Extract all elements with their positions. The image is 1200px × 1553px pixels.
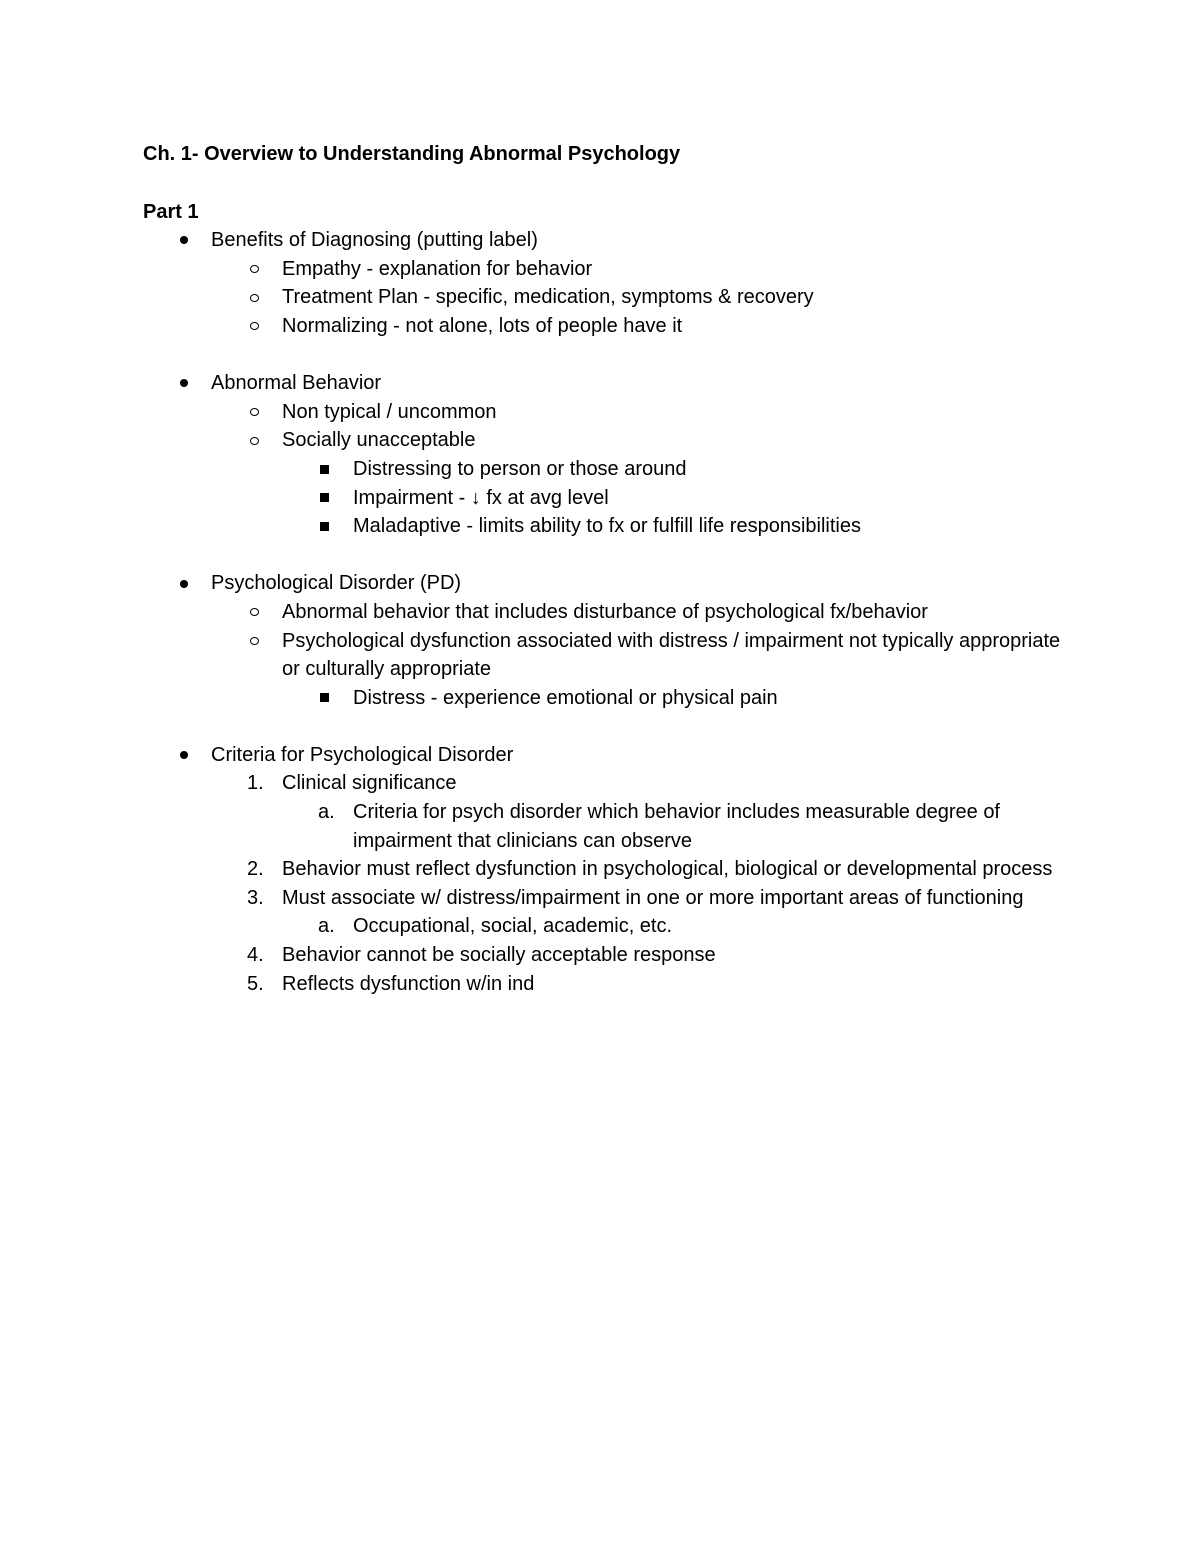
bullet-dot-icon: [179, 226, 188, 255]
list-letter: a.: [318, 801, 335, 824]
list-number: 5.: [247, 972, 264, 995]
bullet-square-icon: [319, 512, 329, 541]
list-number: 2.: [247, 858, 264, 881]
spacer: [143, 541, 1063, 570]
numbered-item: 2. Behavior must reflect dysfunction in psychological, biological or developmental process: [143, 855, 1063, 884]
section-criteria: [143, 741, 1063, 998]
list-number: 3.: [247, 886, 264, 909]
list-number: 1.: [247, 772, 264, 795]
list-item: Psychological dysfunction associated with distress / impairment not typically appropriate or culturally appropriate: [143, 627, 1063, 684]
bullet-circle-icon: [249, 283, 259, 312]
bullet-circle-icon: [249, 398, 259, 427]
bullet-circle-icon: [249, 426, 259, 455]
list-item: Psychological Disorder (PD): [143, 569, 1063, 598]
bullet-circle-icon: [249, 312, 259, 341]
bullet-circle-icon: [249, 598, 259, 627]
document-body: [143, 140, 1063, 998]
bullet-square-icon: [319, 684, 329, 713]
numbered-item: 1. Clinical significance: [143, 769, 1063, 798]
list-letter: a.: [318, 915, 335, 938]
list-item: Benefits of Diagnosing (putting label): [143, 226, 1063, 255]
bullet-circle-icon: [249, 255, 259, 284]
spacer: [143, 712, 1063, 741]
lettered-item: a. Occupational, social, academic, etc.: [143, 912, 1063, 941]
part-heading: Part 1: [143, 200, 199, 223]
document-title: Ch. 1- Overview to Understanding Abnormal Psychology: [143, 143, 681, 165]
list-item: Treatment Plan - specific, medication, symptoms & recovery: [143, 283, 1063, 312]
list-item: Socially unacceptable: [143, 426, 1063, 455]
list-item: Empathy - explanation for behavior: [143, 255, 1063, 284]
bullet-circle-icon: [249, 627, 259, 656]
list-item: Abnormal Behavior: [143, 369, 1063, 398]
bullet-square-icon: [319, 484, 329, 513]
list-item: Non typical / uncommon: [143, 398, 1063, 427]
list-item: Impairment - ↓ fx at avg level: [143, 484, 1063, 513]
list-item: Criteria for Psychological Disorder: [143, 741, 1063, 770]
list-item: Distress - experience emotional or physical pain: [143, 684, 1063, 713]
list-number: 4.: [247, 944, 264, 967]
bullet-dot-icon: [179, 741, 188, 770]
numbered-item: 4. Behavior cannot be socially acceptable response: [143, 941, 1063, 970]
bullet-square-icon: [319, 455, 329, 484]
list-item: Distressing to person or those around: [143, 455, 1063, 484]
numbered-item: 5. Reflects dysfunction w/in ind: [143, 970, 1063, 999]
list-item: Abnormal behavior that includes disturbance of psychological fx/behavior: [143, 598, 1063, 627]
list-item: Normalizing - not alone, lots of people have it: [143, 312, 1063, 341]
section-benefits: [143, 226, 1063, 340]
bullet-dot-icon: [179, 369, 188, 398]
section-psychological-disorder: [143, 569, 1063, 712]
spacer: [143, 341, 1063, 370]
bullet-dot-icon: [179, 569, 188, 598]
lettered-item: a. Criteria for psych disorder which behavior includes measurable degree of impairment that clinicians can observe: [143, 798, 1063, 855]
numbered-item: 3. Must associate w/ distress/impairment in one or more important areas of functioning: [143, 884, 1063, 913]
list-item: Maladaptive - limits ability to fx or fulfill life responsibilities: [143, 512, 1063, 541]
section-abnormal-behavior: [143, 369, 1063, 541]
